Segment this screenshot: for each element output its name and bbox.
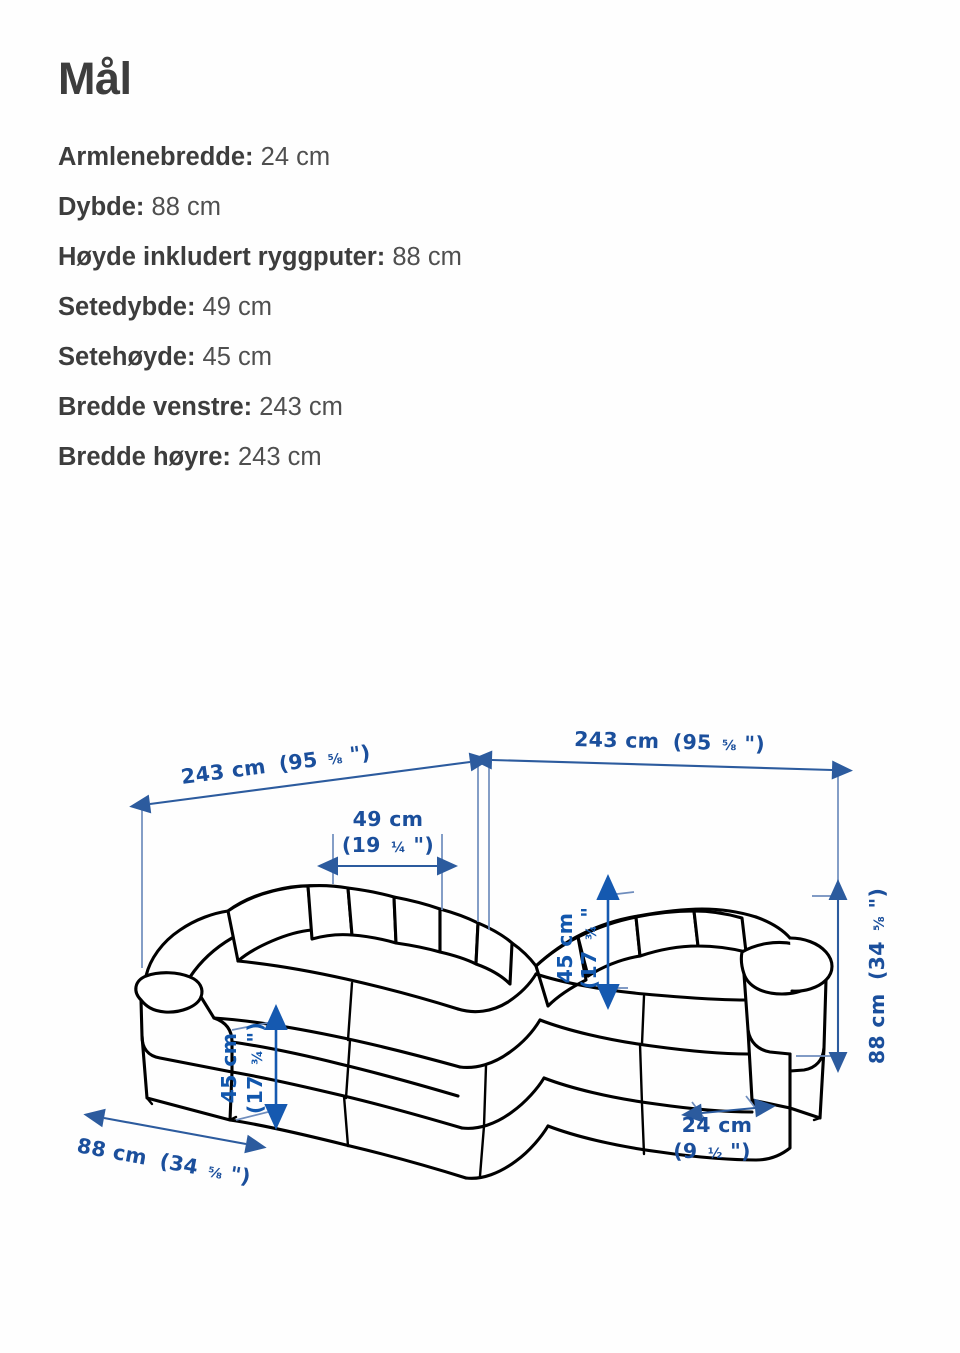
corner-seat-front — [460, 1020, 540, 1067]
spec-label: Høyde inkludert ryggputer: — [58, 243, 386, 271]
left-skirt-seam — [344, 1096, 348, 1146]
right-seat-split — [640, 1044, 644, 1154]
left-seat-back-edge — [238, 961, 458, 1009]
dim-label-seat-depth-in: (19 ¼ ") — [341, 833, 435, 857]
dim-label-width-left: 243 cm (95 ⅝ ") — [179, 740, 372, 789]
left-seat-split — [346, 983, 352, 1098]
spec-value: 243 cm — [237, 443, 322, 471]
dim-line-depth — [104, 1118, 246, 1144]
spec-value: 24 cm — [260, 143, 331, 171]
spec-value: 49 cm — [202, 293, 272, 321]
spec-value: 88 cm — [392, 243, 462, 271]
spec-value: 45 cm — [202, 343, 272, 371]
dimension-depth — [75, 1118, 253, 1189]
dim-label-depth: 88 cm (34 ⅝ ") — [75, 1133, 253, 1190]
corner-seat-back — [458, 974, 536, 1012]
dim-label-seat-height-left-in: (17 ¾ ") — [243, 1021, 267, 1115]
dimension-width-right — [489, 727, 838, 930]
right-seat-top-edge — [540, 1020, 748, 1054]
dim-label-armrest-cm: 24 cm — [681, 1113, 753, 1137]
spec-label: Setedybde: — [58, 293, 196, 321]
spec-value: 243 cm — [259, 393, 343, 421]
specification-list — [58, 132, 878, 482]
spec-row-bredde-hoyre — [58, 432, 878, 482]
corner-base-mid — [462, 1078, 544, 1128]
back-cushion-left-4 — [394, 897, 440, 952]
corner-back-cushion — [476, 923, 512, 984]
spec-row-hoyde-inkludert-ryggputer — [58, 232, 878, 282]
back-cushion-left-5 — [440, 909, 478, 964]
right-seat-front-mid — [544, 1078, 752, 1112]
corner-base-bottom — [466, 1126, 548, 1178]
dimension-armrest-width — [673, 1096, 760, 1163]
sofa-dimension-drawing — [0, 700, 960, 1220]
right-seat-cushion-seam — [642, 996, 644, 1044]
spec-label: Bredde venstre: — [58, 393, 253, 421]
dim-label-armrest-in: (9 ½ ") — [673, 1139, 751, 1163]
spec-label: Setehøyde: — [58, 343, 196, 371]
page-title: Mål — [58, 53, 132, 105]
dim-label-seat-height-right-cm: 45 cm — [553, 912, 577, 984]
corner-seam-vertical — [480, 1066, 486, 1176]
spec-label: Armlenebredde: — [58, 143, 254, 171]
left-arm-roll — [136, 973, 202, 1012]
spec-row-setehoyde — [58, 332, 878, 382]
back-cushion-left-3 — [348, 888, 396, 943]
dim-label-seat-height-right-in: (17 ¾ " — [577, 906, 601, 990]
ext-line-top-45-right — [600, 892, 634, 896]
spec-row-dybde — [58, 182, 878, 232]
spec-label: Dybde: — [58, 193, 145, 221]
spec-label: Bredde høyre: — [58, 443, 231, 471]
dim-label-height: 88 cm (34 ⅝ ") — [865, 887, 889, 1065]
dim-label-seat-depth-cm: 49 cm — [352, 807, 424, 831]
back-cushion-right-4 — [694, 911, 746, 952]
left-base-bottom — [230, 1120, 466, 1178]
back-cushion-left-1 — [228, 886, 312, 961]
dim-label-seat-height-left-cm: 45 cm — [217, 1032, 241, 1104]
back-cushion-right-3 — [636, 911, 698, 956]
dimension-seat-height-left — [217, 1022, 276, 1120]
right-back-corner — [756, 917, 790, 938]
spec-row-setedybde — [58, 282, 878, 332]
corner-top-right — [512, 943, 536, 966]
spec-row-bredde-venstre — [58, 382, 878, 432]
right-skirt-side — [790, 1048, 824, 1118]
spec-row-armlenebredde — [58, 132, 878, 182]
right-base-corner — [756, 1108, 790, 1160]
dim-line-width-right — [492, 760, 832, 770]
left-arm-top-front — [146, 911, 228, 976]
back-cushion-left-2 — [308, 886, 352, 939]
dim-label-width-right: 243 cm (95 ⅝ ") — [573, 727, 766, 756]
sofa-drawing-svg — [0, 700, 960, 1220]
spec-value: 88 cm — [151, 193, 221, 221]
